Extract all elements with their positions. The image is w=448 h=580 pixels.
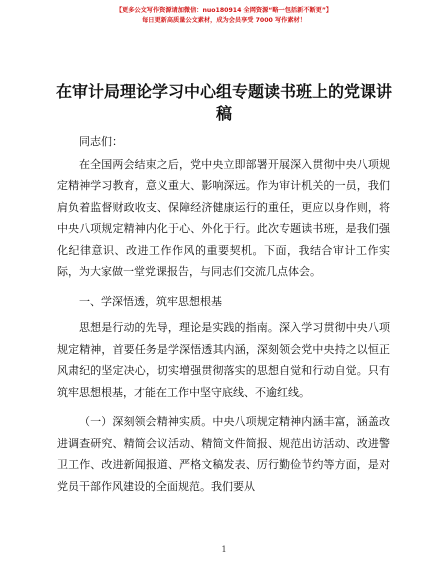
promo-banner-line-2: 每日更新高质量公文素材，成为会员享受 7000 写作素材！: [142, 17, 306, 24]
promo-banner-line-1: 【更多公文写作资源请加微信：nuo180914 全网资源“略一包括新不断更”】: [115, 7, 333, 14]
paragraph-subsection-1: （一）深刻领会精神实质。中央八项规定精神内涵丰富，涵盖改进调查研究、精简会议活动、精简文件简报、规范出访活动、改进警卫工作、改进新闻报道、严格文稿发表、厉行勤俭节约等方面，是对党员干部作风建设的全面规范。我们要从: [57, 415, 390, 493]
document-title: 在审计局理论学习中心组专题读书班上的党课讲稿: [55, 82, 392, 123]
document-body: [57, 131, 390, 505]
section-heading-1: 一、学深悟透，筑牢思想根基: [79, 294, 222, 308]
promo-banner: [0, 6, 448, 26]
paragraph-intro: 在全国两会结束之后，党中央立即部署开展深入贯彻中央八项规定精神学习教育，意义重大、影响深远。作为审计机关的一员，我们肩负着监督财政收支、保障经济健康运行的重任，更应以身作则，将中央八项规定精神内化于心、外化于行。此次专题读书班，是我们强化纪律意识、改进工作作风的重要契机。下面，我结合审计工作实际，为大家做一堂党课报告，与同志们交流几点体会。: [57, 157, 390, 278]
greeting: 同志们：: [79, 135, 123, 148]
page-number: 1: [221, 545, 227, 554]
paragraph-section-1: 思想是行动的先导，理论是实践的指南。深入学习贯彻中央八项规定精神，首要任务是学深悟透其内涵，深刻领会党中央持之以恒正风肃纪的坚定决心，切实增强贯彻落实的思想自觉和行动自觉。只有筑牢思想根基，才能在工作中坚守底线、不逾红线。: [57, 321, 390, 399]
